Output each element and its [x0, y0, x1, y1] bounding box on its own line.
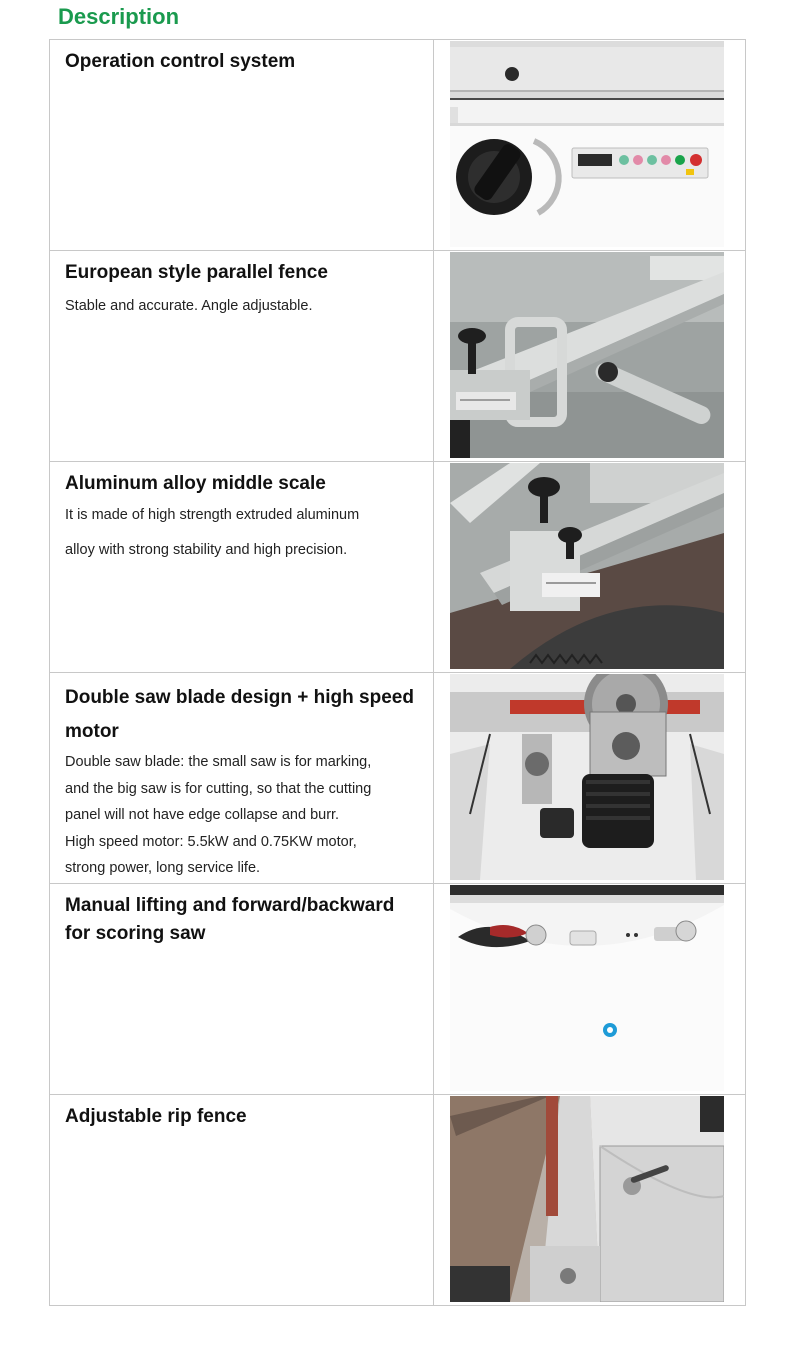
feature-image-cell: [434, 462, 746, 673]
feature-heading: Adjustable rip fence: [65, 1106, 247, 1127]
rip-fence-photo: [450, 1096, 724, 1302]
feature-text-cell: [50, 1095, 434, 1306]
feature-text-cell: [50, 462, 434, 673]
saw-motor-photo: [450, 674, 724, 880]
feature-image-cell: [434, 673, 746, 884]
parallel-fence-photo: [450, 252, 724, 458]
feature-text-cell: [50, 40, 434, 251]
feature-text-cell: [50, 251, 434, 462]
feature-heading: Operation control system: [65, 51, 296, 72]
feature-image-cell: [434, 884, 746, 1095]
feature-description: [65, 498, 419, 568]
feature-heading: Double saw blade design + high speed motor: [65, 687, 414, 742]
feature-image-cell: [434, 1095, 746, 1306]
feature-image-cell: [434, 40, 746, 251]
feature-description-line: strong power, long service life.: [65, 860, 261, 876]
feature-description-line: and the big saw is for cutting, so that the cutting: [65, 780, 372, 797]
feature-description-line: Double saw blade: the small saw is for marking,: [65, 754, 372, 770]
feature-description-line: panel will not have edge collapse and burr.: [65, 807, 340, 823]
feature-text-cell: [50, 884, 434, 1095]
feature-row: [50, 1095, 746, 1306]
feature-heading: Manual lifting and forward/backward for scoring saw: [65, 895, 395, 944]
section-title: Description: [58, 4, 180, 29]
scoring-saw-photo: [450, 885, 724, 1091]
feature-description: [65, 293, 419, 320]
feature-description-line: alloy with strong stability and high precision.: [65, 542, 348, 558]
feature-description-line: Stable and accurate. Angle adjustable.: [65, 298, 313, 314]
feature-row: [50, 40, 746, 251]
feature-heading: European style parallel fence: [65, 262, 328, 283]
feature-row: [50, 462, 746, 673]
middle-scale-photo: [450, 463, 724, 669]
feature-text-cell: [50, 673, 434, 884]
control-panel-photo: [450, 41, 724, 247]
feature-description: [65, 749, 419, 882]
feature-heading: Aluminum alloy middle scale: [65, 473, 326, 494]
feature-description-line: High speed motor: 5.5kW and 0.75KW motor,: [65, 833, 357, 850]
feature-row: [50, 251, 746, 462]
feature-image-cell: [434, 251, 746, 462]
features-table: [49, 39, 746, 1306]
feature-row: [50, 884, 746, 1095]
feature-row: [50, 673, 746, 884]
feature-description-line: It is made of high strength extruded aluminum: [65, 507, 360, 523]
